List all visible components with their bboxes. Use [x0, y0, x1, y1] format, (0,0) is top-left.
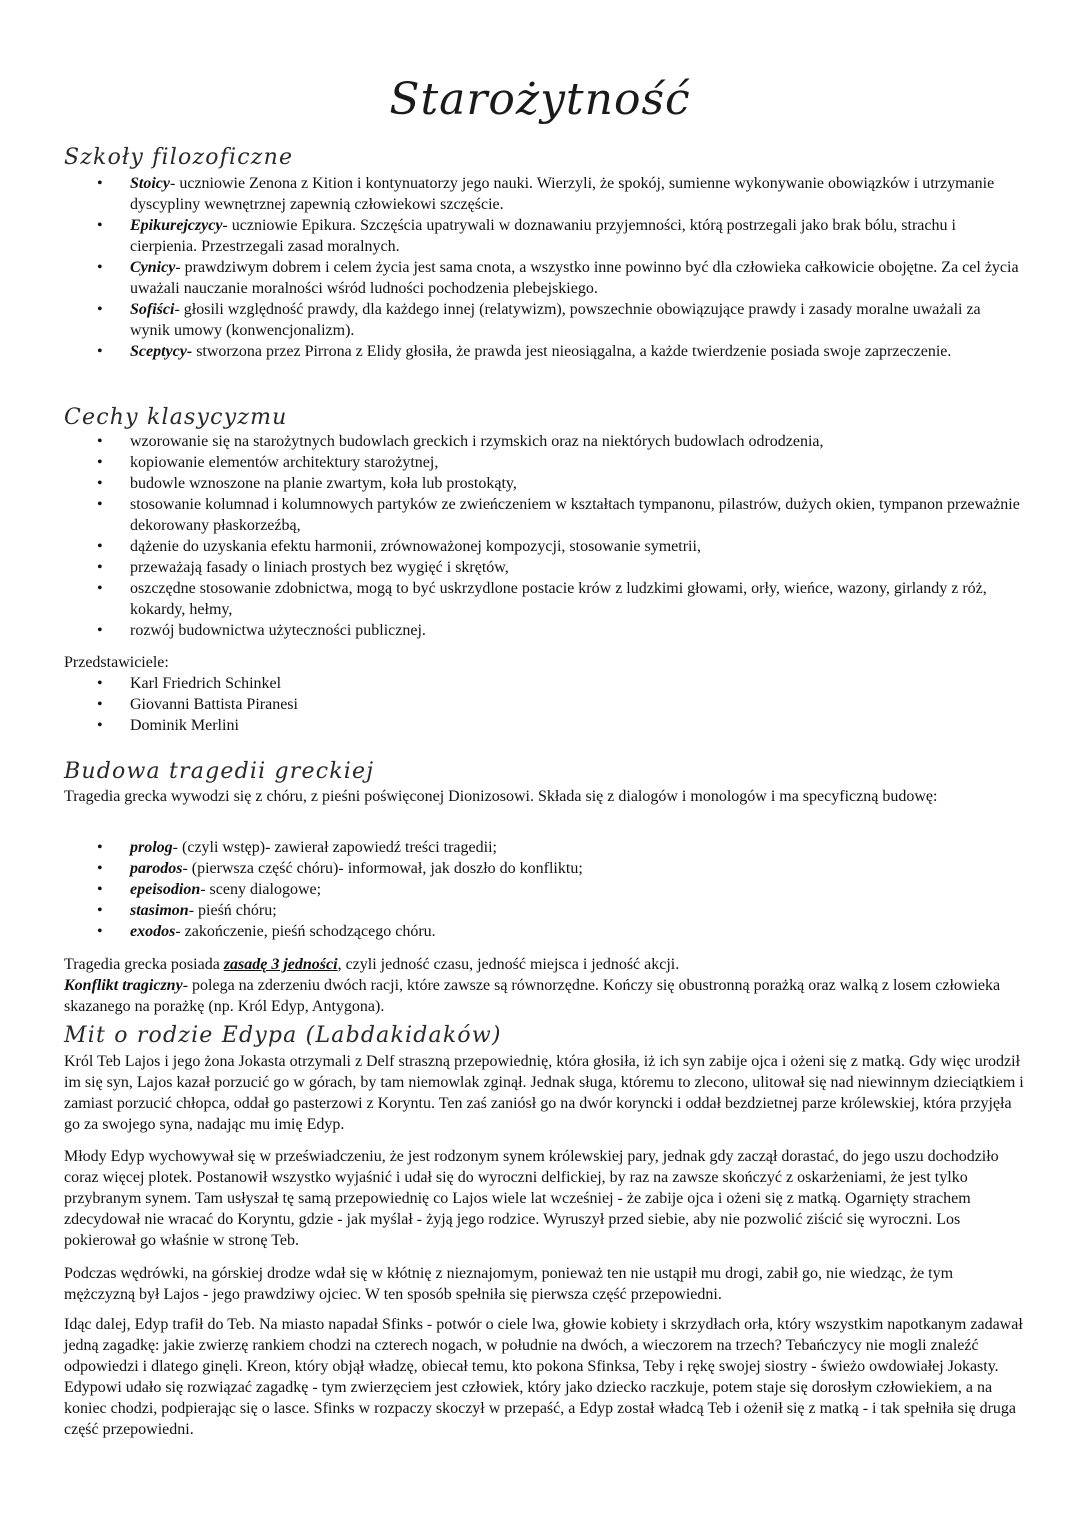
list-item: [64, 299, 1024, 341]
list-item: [64, 858, 1024, 879]
term: Epikurejczycy: [130, 217, 223, 234]
definition: - głosili względność prawdy, dla każdego innej (relatywizm), powszechnie obowiązujące prawdy i zasady moralne uważali za wynik umowy (konwencjonalizm).: [130, 301, 981, 339]
heading-szkoly-filozoficzne: Szkoły filozoficzne: [64, 145, 294, 170]
list-cechy-klasycyzmu: [64, 431, 1024, 641]
term: exodos: [130, 923, 176, 940]
list-item: [64, 341, 1024, 362]
list-item: [64, 173, 1024, 215]
heading-budowa-tragedii: Budowa tragedii greckiej: [64, 759, 375, 784]
konflikt-term: Konflikt tragiczny: [64, 977, 183, 994]
definition: - sceny dialogowe;: [200, 881, 322, 898]
definition: - (czyli wstęp)- zawierał zapowiedź treści tragedii;: [172, 839, 497, 856]
term: Sceptycy-: [130, 343, 193, 360]
list-item: [64, 837, 1024, 858]
zasada-pre: Tragedia grecka posiada: [64, 956, 224, 973]
mit-paragraph-3: Podczas wędrówki, na górskiej drodze wdał się w kłótnię z nieznajomym, ponieważ ten nie ustąpił mu drogi, zabił go, nie wiedząc, że tym mężczyzną był Lajos - jego prawdziwy ojciec. W ten sposób spełniła się pierwsza część przepowiedni.: [64, 1265, 954, 1303]
list-szkoly-filozoficzne: [64, 173, 1024, 362]
list-item: • budowle wznoszone na planie zwartym, koła lub prostokąty,: [64, 473, 1024, 494]
term: Stoicy: [130, 175, 170, 192]
list-item: [64, 257, 1024, 299]
tragedia-intro: Tragedia grecka wywodzi się z chóru, z pieśni poświęconej Dionizosowi. Składa się z dialogów i monologów i ma specyficzną budowę:: [64, 788, 938, 805]
heading-mit-edypa: Mit o rodzie Edypa (Labdakidaków): [64, 1023, 502, 1048]
list-item: • oszczędne stosowanie zdobnictwa, mogą to być uskrzydlone postacie krów z ludzkimi głowami, orły, wieńce, wazony, girlandy z róż, kokardy, hełmy,: [64, 578, 1024, 620]
term: epeisodion: [130, 881, 201, 898]
mit-paragraph-4: Idąc dalej, Edyp trafił do Teb. Na miasto napadał Sfinks - potwór o ciele lwa, głowie kobiety i skrzydłach orła, który wszystkim napotkanym zadawał jedną zagadkę: jakie zwierzę rankiem chodzi na czterech nogach, w południe na dwóch, a wieczorem na trzech? Tebańczycy nie mogli znaleźć odpowiedzi i dlatego ginęli. Kreon, który objął władzę, obiecał temu, kto pokona Sfinksa, Teby i rękę swojej siostry - świeżo owdowiałej Jokasty. Edypowi udało się rozwiązać zagadkę - tym zwierzęciem jest człowiek, który jako dziecko raczkuje, potem staje się dorosłym człowiekiem, a na koniec chodzi, podpierając się o lasce. Sfinks w rozpaczy skoczył w przepaść, a Edyp został władcą Teb i ożenił się z matką - i tak spełniła się druga część przepowiedni.: [64, 1316, 1023, 1438]
term: parodos: [130, 860, 183, 877]
definition: - uczniowie Epikura. Szczęścia upatrywali w doznawaniu przyjemności, którą postrzegali jako brak bólu, strachu i cierpienia. Przestrzegali zasad moralnych.: [130, 217, 956, 255]
list-item: • wzorowanie się na starożytnych budowlach greckich i rzymskich oraz na niektórych budowlach odrodzenia,: [64, 431, 1024, 452]
definition: - pieśń chóru;: [188, 902, 277, 919]
definition: - (pierwsza część chóru)- informował, jak doszło do konfliktu;: [182, 860, 583, 877]
definition: - uczniowie Zenona z Kition i kontynuatorzy jego nauki. Wierzyli, że spokój, sumienne wykonywanie obowiązków i utrzymanie dyscypliny wewnętrznej zapewnią człowiekowi szczęście.: [130, 175, 995, 213]
term: Cynicy: [130, 259, 176, 276]
definition: - zakończenie, pieśń schodzącego chóru.: [175, 923, 436, 940]
term: prolog: [130, 839, 173, 856]
list-item: • Giovanni Battista Piranesi: [64, 694, 1024, 715]
list-budowa-tragedii: [64, 837, 1024, 942]
zasada-term: zasadę 3 jedności: [223, 956, 338, 973]
definition: - prawdziwym dobrem i celem życia jest sama cnota, a wszystko inne powinno być dla człowieka całkowicie obojętne. Za cel życia uważali nauczanie moralności wśród ludności pochodzenia plebejskiego.: [130, 259, 1019, 297]
list-item: [64, 215, 1024, 257]
list-representatives: [64, 673, 1024, 736]
representatives-label: Przedstawiciele:: [64, 654, 169, 671]
konflikt-text: - polega na zderzeniu dwóch racji, które zawsze są równorzędne. Kończy się obustronną porażką oraz walką z losem człowieka skazanego na porażkę (np. Król Edyp, Antygona).: [64, 977, 1001, 1015]
list-item: • stosowanie kolumnad i kolumnowych partyków ze zwieńczeniem w kształtach tympanonu, pilastrów, dużych okien, tympanon przeważnie dekorowany płaskorzeźbą,: [64, 494, 1024, 536]
page-title: Starożytność: [389, 74, 691, 125]
list-item: • Dominik Merlini: [64, 715, 1024, 736]
mit-paragraph-1: Król Teb Lajos i jego żona Jokasta otrzymali z Delf straszną przepowiednię, która głosiła, iż ich syn zabije ojca i ożeni się z matką. Gdy więc urodził im się syn, Lajos kazał porzucić go w górach, by tam niemowlak zginął. Jednak sługa, któremu to zlecono, ulitował się nad niewinnym dzieciątkiem i zamiast porzucić chłopca, oddał go pasterzowi z Koryntu. Ten zaś zaniósł go na dwór koryncki i oddał bezdzietnej parze królewskiej, która przyjęła go za swojego syna, nadając mu imię Edyp.: [64, 1053, 1024, 1133]
list-item: • przeważają fasady o liniach prostych bez wygięć i skrętów,: [64, 557, 1024, 578]
mit-paragraph-2: Młody Edyp wychowywał się w przeświadczeniu, że jest rodzonym synem królewskiej pary, jednak gdy zaczął dorastać, do jego uszu dochodziło coraz więcej plotek. Postanowił wszystko wyjaśnić i udał się do wyroczni delfickiej, by raz na zawsze skończyć z oskarżeniami, że jest tylko przybranym synem. Tam usłyszał tę samą przepowiednię co Lajos wiele lat wcześniej - że zabije ojca i ożeni się z matką. Ogarnięty strachem zdecydował nie wracać do Koryntu, gdzie - jak myślał - żyją jego rodzice. Wyruszył przed siebie, aby nie pozwolić ziścić się wyroczni. Los pokierował go właśnie w stronę Teb.: [64, 1148, 999, 1249]
list-item: [64, 921, 1024, 942]
list-item: • kopiowanie elementów architektury starożytnej,: [64, 452, 1024, 473]
list-item: [64, 879, 1024, 900]
heading-cechy-klasycyzmu: Cechy klasycyzmu: [64, 405, 288, 430]
term: stasimon: [130, 902, 189, 919]
term: Sofiści: [130, 301, 175, 318]
zasada-paragraph: [64, 954, 1024, 975]
konflikt-paragraph: [64, 975, 1024, 1017]
zasada-post: , czyli jedność czasu, jedność miejsca i jedność akcji.: [337, 956, 680, 973]
definition: stworzona przez Pirrona z Elidy głosiła, że prawda jest nieosiągalna, a każde twierdzenie posiada swoje zaprzeczenie.: [192, 343, 952, 360]
list-item: • dążenie do uzyskania efektu harmonii, zrównoważonej kompozycji, stosowanie symetrii,: [64, 536, 1024, 557]
list-item: • rozwój budownictwa użyteczności publicznej.: [64, 620, 1024, 641]
list-item: [64, 900, 1024, 921]
list-item: • Karl Friedrich Schinkel: [64, 673, 1024, 694]
